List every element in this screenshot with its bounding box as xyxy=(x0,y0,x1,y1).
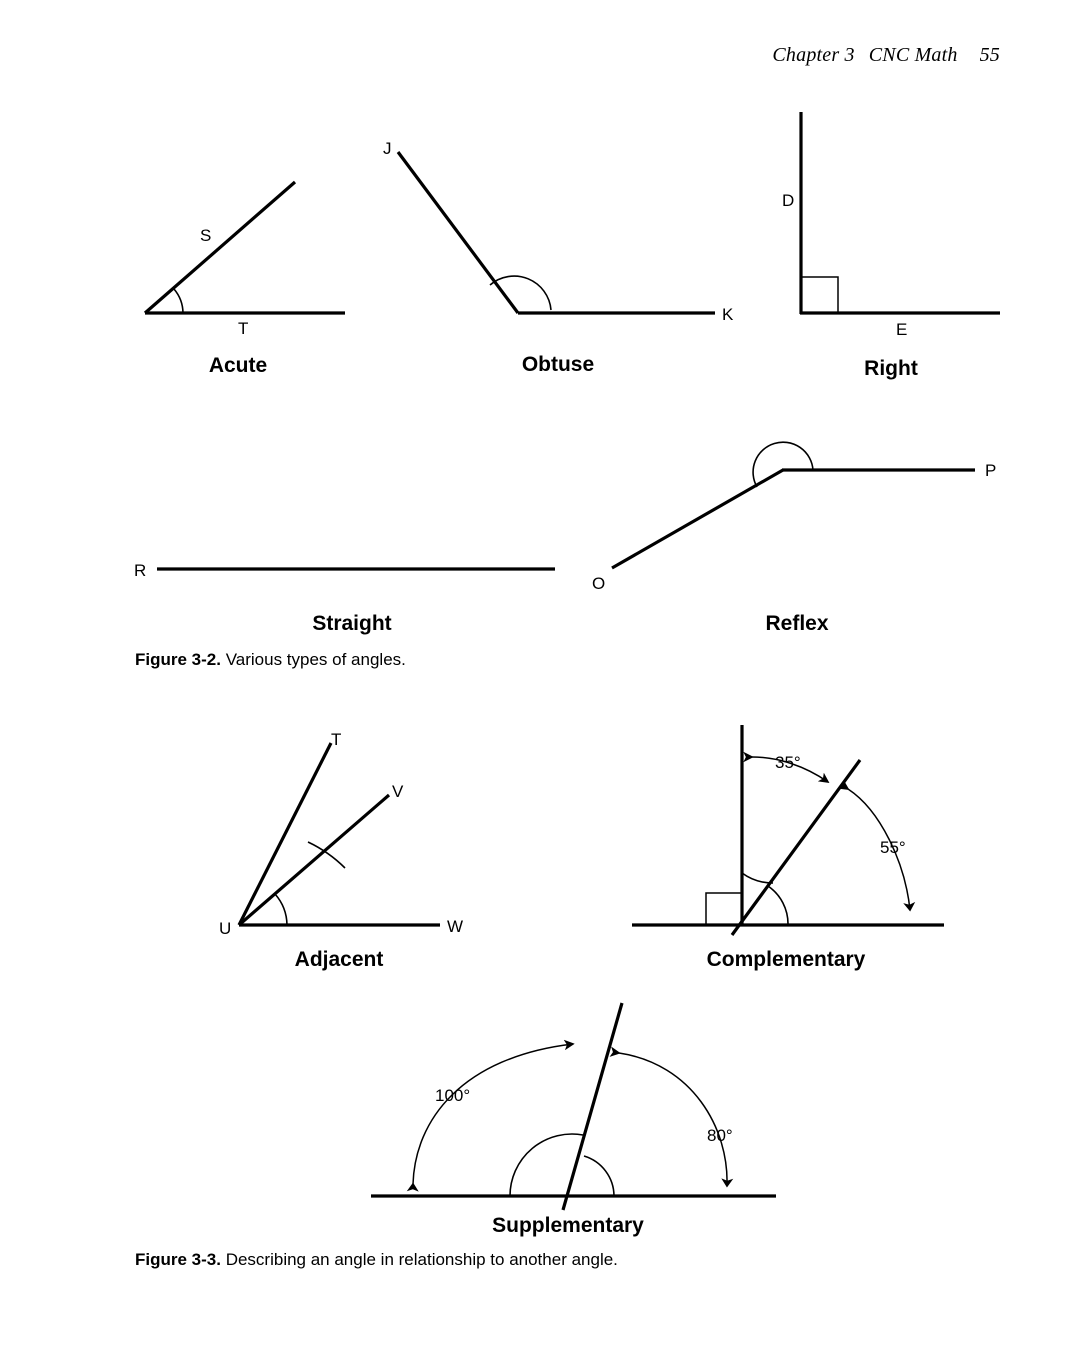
complementary-panel-title: Complementary xyxy=(706,948,866,971)
obtuse-upper-ray xyxy=(398,152,518,313)
obtuse-label-k: K xyxy=(722,305,734,324)
page-number: 55 xyxy=(979,44,1000,66)
adjacent-ray-uv xyxy=(239,795,389,925)
obtuse-panel-title: Obtuse xyxy=(521,353,595,376)
straight-angle-panel xyxy=(134,561,555,635)
supplementary-angle-panel xyxy=(371,1003,776,1237)
running-head-title: CNC Math xyxy=(868,44,958,66)
acute-label-s: S xyxy=(200,226,212,245)
straight-panel-title: Straight xyxy=(312,612,392,635)
obtuse-label-j: J xyxy=(383,139,392,158)
figure-3-3-caption xyxy=(135,1250,618,1270)
adjacent-label-u: U xyxy=(219,919,232,938)
right-label-e: E xyxy=(896,320,908,339)
adjacent-label-t: T xyxy=(331,730,342,749)
right-label-d: D xyxy=(782,191,795,210)
right-angle-panel xyxy=(782,112,1000,380)
reflex-angle-panel xyxy=(592,442,996,635)
reflex-label-o: O xyxy=(592,574,606,593)
adjacent-panel-title: Adjacent xyxy=(294,948,384,971)
complementary-inner-arc-upper xyxy=(742,873,773,883)
obtuse-angle-panel xyxy=(383,139,734,376)
figure-3-2-caption-label: Figure 3-2. xyxy=(135,650,221,669)
reflex-panel-title: Reflex xyxy=(765,612,829,635)
complementary-diagonal-line xyxy=(732,760,860,935)
acute-angle-panel xyxy=(145,182,345,377)
right-angle-square-marker xyxy=(801,277,838,313)
figure-3-2-diagram xyxy=(0,0,1088,640)
figure-3-2-caption xyxy=(135,650,406,670)
adjacent-label-v: V xyxy=(392,782,404,801)
adjacent-label-w: W xyxy=(447,917,464,936)
complementary-label-35: 35° xyxy=(775,753,801,772)
supplementary-label-100: 100° xyxy=(435,1086,471,1105)
adjacent-angle-panel xyxy=(219,730,463,971)
complementary-angle-panel xyxy=(632,725,944,971)
reflex-label-p: P xyxy=(985,461,997,480)
adjacent-arc-lower xyxy=(275,894,287,925)
running-head-chapter: Chapter 3 xyxy=(772,44,855,66)
straight-label-r: R xyxy=(134,561,147,580)
supplementary-panel-title: Supplementary xyxy=(492,1214,644,1237)
acute-upper-ray xyxy=(145,182,295,313)
supplementary-inner-arc-right xyxy=(584,1156,614,1196)
complementary-inner-arc-lower xyxy=(768,886,788,925)
supplementary-transversal-line xyxy=(563,1003,622,1210)
acute-angle-arc xyxy=(174,289,183,313)
obtuse-angle-arc xyxy=(490,276,551,310)
complementary-label-55: 55° xyxy=(880,838,906,857)
acute-panel-title: Acute xyxy=(208,354,268,377)
complementary-right-angle-marker xyxy=(706,893,741,925)
supplementary-100-degree-arrow xyxy=(413,1044,573,1184)
figure-3-3-diagram xyxy=(0,700,1088,1260)
figure-3-3-caption-label: Figure 3-3. xyxy=(135,1250,221,1269)
adjacent-ray-ut xyxy=(239,743,331,925)
supplementary-inner-arc-left xyxy=(510,1134,583,1196)
adjacent-arc-upper xyxy=(308,842,345,868)
figure-3-2-caption-text: Various types of angles. xyxy=(220,650,406,669)
supplementary-80-degree-arrow xyxy=(619,1053,727,1186)
acute-label-t: T xyxy=(238,319,249,338)
figure-3-3-caption-text: Describing an angle in relationship to another angle. xyxy=(220,1250,618,1269)
supplementary-label-80: 80° xyxy=(707,1126,733,1145)
reflex-diagonal-ray xyxy=(612,470,783,568)
right-panel-title: Right xyxy=(864,357,918,380)
